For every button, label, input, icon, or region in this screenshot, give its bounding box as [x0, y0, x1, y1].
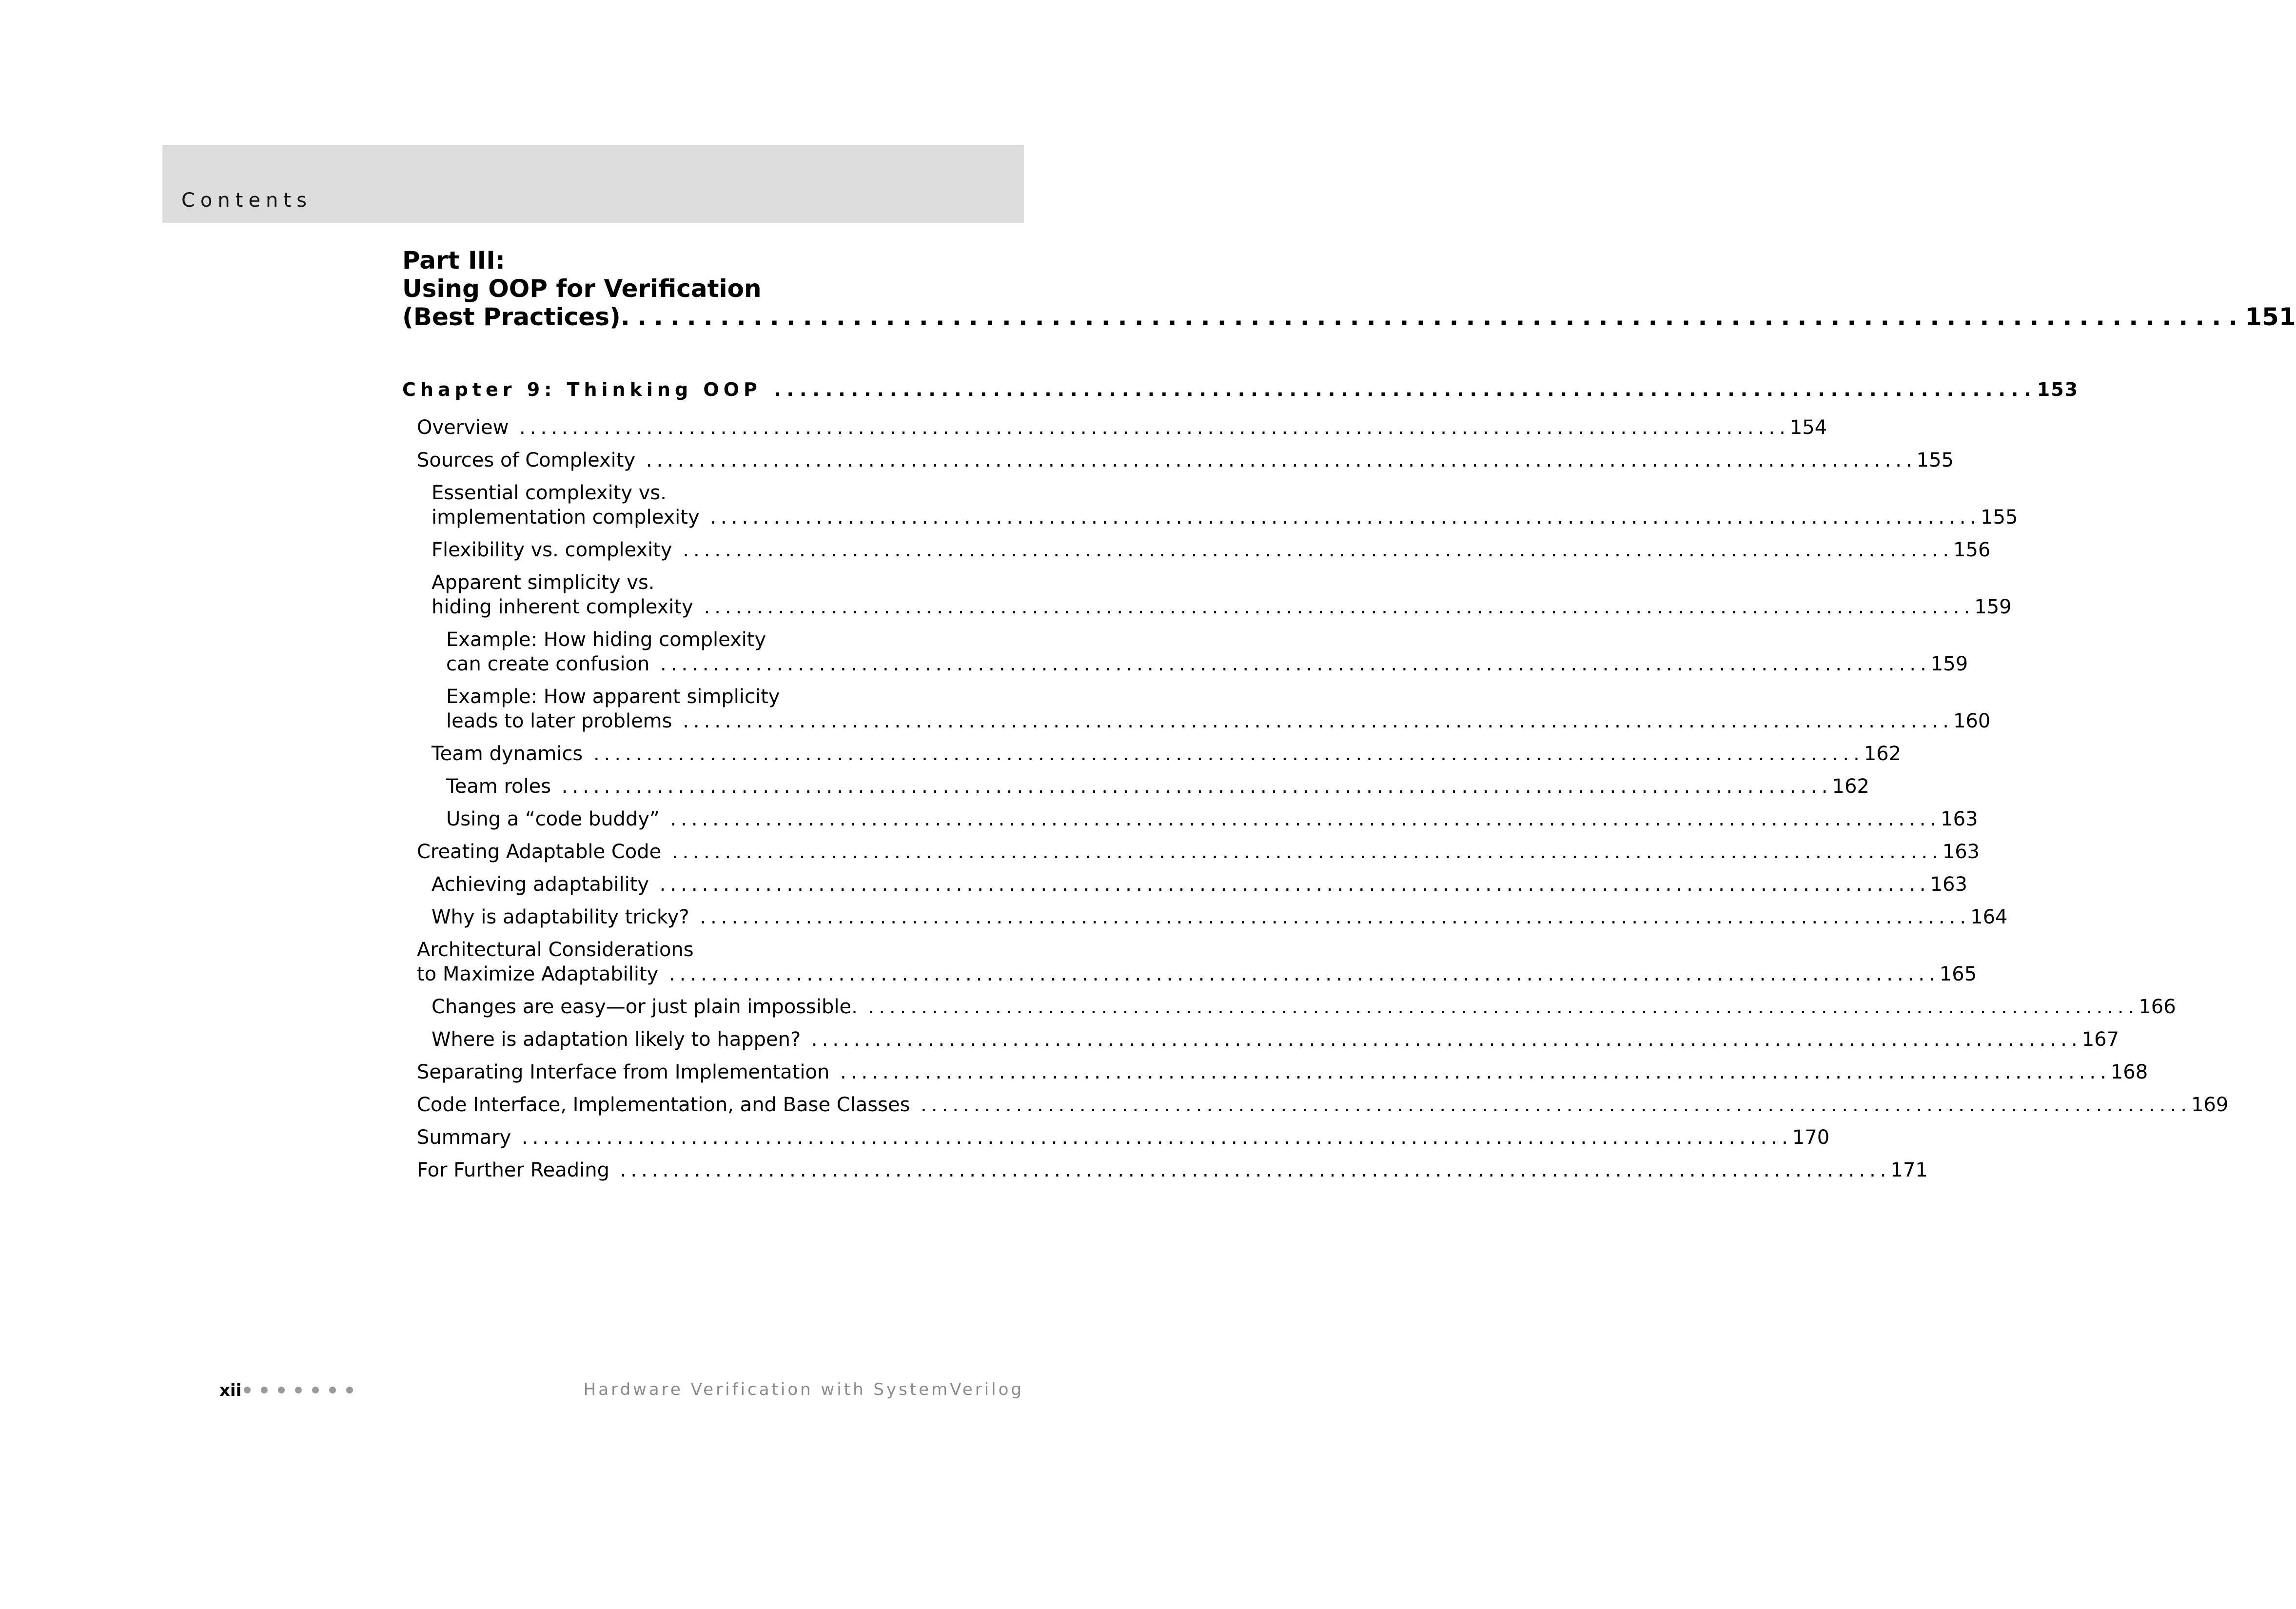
toc-entry-title: Flexibility vs. complexity — [432, 539, 672, 561]
toc-entry — [417, 1060, 2148, 1084]
dot-leader: .................................................................................................. — [761, 379, 2037, 400]
toc-leader-row — [446, 774, 1869, 799]
dot-leader: ........................................................................................................................ — [910, 1094, 2191, 1116]
footer-book-title: Hardware Verification with SystemVerilog — [583, 1380, 1024, 1399]
footer-dot — [346, 1387, 353, 1393]
dot-leader: ........................................................................................................................ — [635, 449, 1917, 471]
dot-leader: ........................................................................................................................ — [551, 775, 1832, 798]
part-number: Part III: — [402, 246, 505, 275]
footer-dot — [278, 1387, 285, 1393]
toc-entry-title-line: Architectural Considerations — [417, 939, 694, 961]
part-page-number: 151 — [2245, 303, 2296, 331]
toc-entry-page: 169 — [2191, 1094, 2229, 1116]
toc-entry-title: Creating Adaptable Code — [417, 841, 662, 863]
toc-leader-row — [446, 807, 1978, 831]
toc-leader-row — [432, 538, 1991, 562]
part-title-line: Using OOP for Verification — [402, 275, 762, 303]
toc-entry-title: Where is adaptation likely to happen? — [432, 1028, 801, 1051]
toc-entry-title: Changes are easy—or just plain impossible. — [432, 996, 858, 1018]
toc-entry — [417, 774, 1869, 799]
toc-entry — [417, 905, 2008, 929]
dot-leader: .................................................................................................. — [620, 303, 2245, 331]
dot-leader: ........................................................................................................................ — [658, 963, 1940, 985]
toc-entry-page: 163 — [1941, 808, 1978, 830]
toc-entry-title: Code Interface, Implementation, and Base Classes — [417, 1094, 910, 1116]
toc-entry — [417, 995, 2176, 1019]
dot-leader: ........................................................................................................................ — [857, 996, 2139, 1018]
toc-entry-title: hiding inherent complexity — [432, 596, 693, 618]
toc-entry — [417, 628, 1968, 676]
toc-entry — [417, 448, 1954, 472]
part-title — [402, 246, 2296, 331]
toc-entry — [417, 742, 1902, 766]
toc-entry — [417, 685, 1991, 733]
toc-leader-row — [417, 1158, 1928, 1182]
toc-entry — [417, 807, 1978, 831]
toc-entry-title: For Further Reading — [417, 1159, 609, 1181]
dot-leader: ........................................................................................................................ — [609, 1159, 1891, 1181]
toc-leader-row — [417, 840, 1980, 864]
dot-leader: ........................................................................................................................ — [672, 710, 1953, 732]
toc-leader-row — [432, 995, 2176, 1019]
toc-entry-title: can create confusion — [446, 653, 650, 675]
toc-entry-page: 170 — [1792, 1126, 1830, 1149]
toc-entry-title: implementation complexity — [432, 506, 700, 529]
dot-leader: ........................................................................................................................ — [649, 653, 1931, 675]
toc-leader-row — [432, 742, 1902, 766]
footer-dots — [244, 1386, 363, 1395]
toc-entry-title: to Maximize Adaptability — [417, 963, 659, 985]
toc-entry-title: Sources of Complexity — [417, 449, 636, 471]
toc-entry-title: Using a “code buddy” — [446, 808, 660, 830]
footer-dot — [312, 1387, 319, 1393]
dot-leader: ........................................................................................................................ — [672, 539, 1954, 561]
footer-dot — [244, 1387, 251, 1393]
toc-leader-row — [432, 505, 2018, 530]
toc-entry-page: 167 — [2081, 1028, 2119, 1051]
toc-leader-row — [446, 709, 1991, 733]
toc-leader-row — [446, 652, 1968, 676]
dot-leader: ........................................................................................................................ — [699, 506, 1981, 529]
dot-leader: ........................................................................................................................ — [511, 1126, 1792, 1149]
toc-entry — [417, 538, 1991, 562]
toc-leader-row — [417, 1060, 2148, 1084]
toc-entry-page: 168 — [2110, 1061, 2148, 1083]
toc-entry-page: 171 — [1890, 1159, 1928, 1181]
toc-entry-page: 163 — [1942, 841, 1980, 863]
toc-entry — [417, 1125, 1830, 1150]
footer-dot — [295, 1387, 302, 1393]
toc-entry-page: 159 — [1974, 596, 2012, 618]
toc-entry-title-line: Example: How apparent simplicity — [446, 686, 780, 708]
toc-entry — [417, 840, 1980, 864]
dot-leader: ........................................................................................................................ — [829, 1061, 2111, 1083]
dot-leader: ........................................................................................................................ — [689, 906, 1971, 928]
toc-entry-page: 160 — [1953, 710, 1991, 732]
toc-entry-title: Separating Interface from Implementation — [417, 1061, 830, 1083]
toc-entry-title-line: Essential complexity vs. — [432, 482, 667, 504]
toc-entry-title-line: Apparent simplicity vs. — [432, 571, 655, 594]
toc-leader-row — [417, 1093, 2229, 1117]
dot-leader: ........................................................................................................................ — [509, 416, 1790, 439]
toc-entry-page: 156 — [1953, 539, 1991, 561]
toc-entry-page: 155 — [1916, 449, 1954, 471]
toc-entry — [417, 872, 1967, 897]
dot-leader: ........................................................................................................................ — [649, 873, 1930, 896]
toc-entry-page: 162 — [1864, 743, 1902, 765]
toc-entry-page: 162 — [1832, 775, 1869, 798]
chapter-title: Chapter 9: Thinking OOP — [402, 379, 762, 400]
toc-leader-row — [417, 415, 1827, 440]
toc-entry-title: Team roles — [446, 775, 551, 798]
toc-entry-title: Team dynamics — [432, 743, 583, 765]
toc-entry — [417, 570, 2012, 619]
toc-entry-page: 155 — [1981, 506, 2018, 529]
dot-leader: ........................................................................................................................ — [693, 596, 1975, 618]
toc-leader-row — [417, 1125, 1830, 1150]
toc-entry — [417, 1158, 1928, 1182]
toc-leader-row — [417, 448, 1954, 472]
toc-entry-title: Why is adaptability tricky? — [432, 906, 689, 928]
toc-entry-title: Overview — [417, 416, 509, 439]
dot-leader: ........................................................................................................................ — [659, 808, 1941, 830]
part-subtitle: (Best Practices) — [402, 303, 621, 331]
part-title-leader-row — [402, 303, 2296, 331]
toc-entry — [417, 1027, 2119, 1052]
toc-entry-page: 165 — [1939, 963, 1977, 985]
toc-entry-page: 164 — [1970, 906, 2008, 928]
toc-entry-title: Summary — [417, 1126, 511, 1149]
footer-page-number: xii — [219, 1381, 242, 1400]
chapter-heading — [402, 379, 2079, 400]
toc-leader-row — [432, 1027, 2119, 1052]
toc-leader-row — [432, 905, 2008, 929]
toc-entry — [417, 938, 1977, 986]
toc-leader-row — [417, 962, 1977, 986]
toc-entries — [417, 415, 2229, 1191]
contents-label: Contents — [181, 189, 312, 212]
toc-leader-row — [432, 595, 2012, 619]
footer-dot — [329, 1387, 336, 1393]
dot-leader: ........................................................................................................................ — [801, 1028, 2082, 1051]
toc-entry-page: 159 — [1930, 653, 1968, 675]
toc-entry — [417, 415, 1827, 440]
toc-entry-title-line: Example: How hiding complexity — [446, 628, 766, 651]
toc-entry-page: 163 — [1930, 873, 1967, 896]
dot-leader: ........................................................................................................................ — [583, 743, 1864, 765]
chapter-page-number: 153 — [2037, 379, 2079, 400]
toc-entry-title: Achieving adaptability — [432, 873, 649, 896]
toc-entry-page: 154 — [1789, 416, 1827, 439]
dot-leader: ........................................................................................................................ — [661, 841, 1943, 863]
toc-leader-row — [432, 872, 1967, 897]
toc-entry — [417, 1093, 2229, 1117]
footer-dot — [261, 1387, 268, 1393]
toc-entry-page: 166 — [2139, 996, 2176, 1018]
toc-entry-title: leads to later problems — [446, 710, 672, 732]
toc-entry — [417, 481, 2018, 530]
